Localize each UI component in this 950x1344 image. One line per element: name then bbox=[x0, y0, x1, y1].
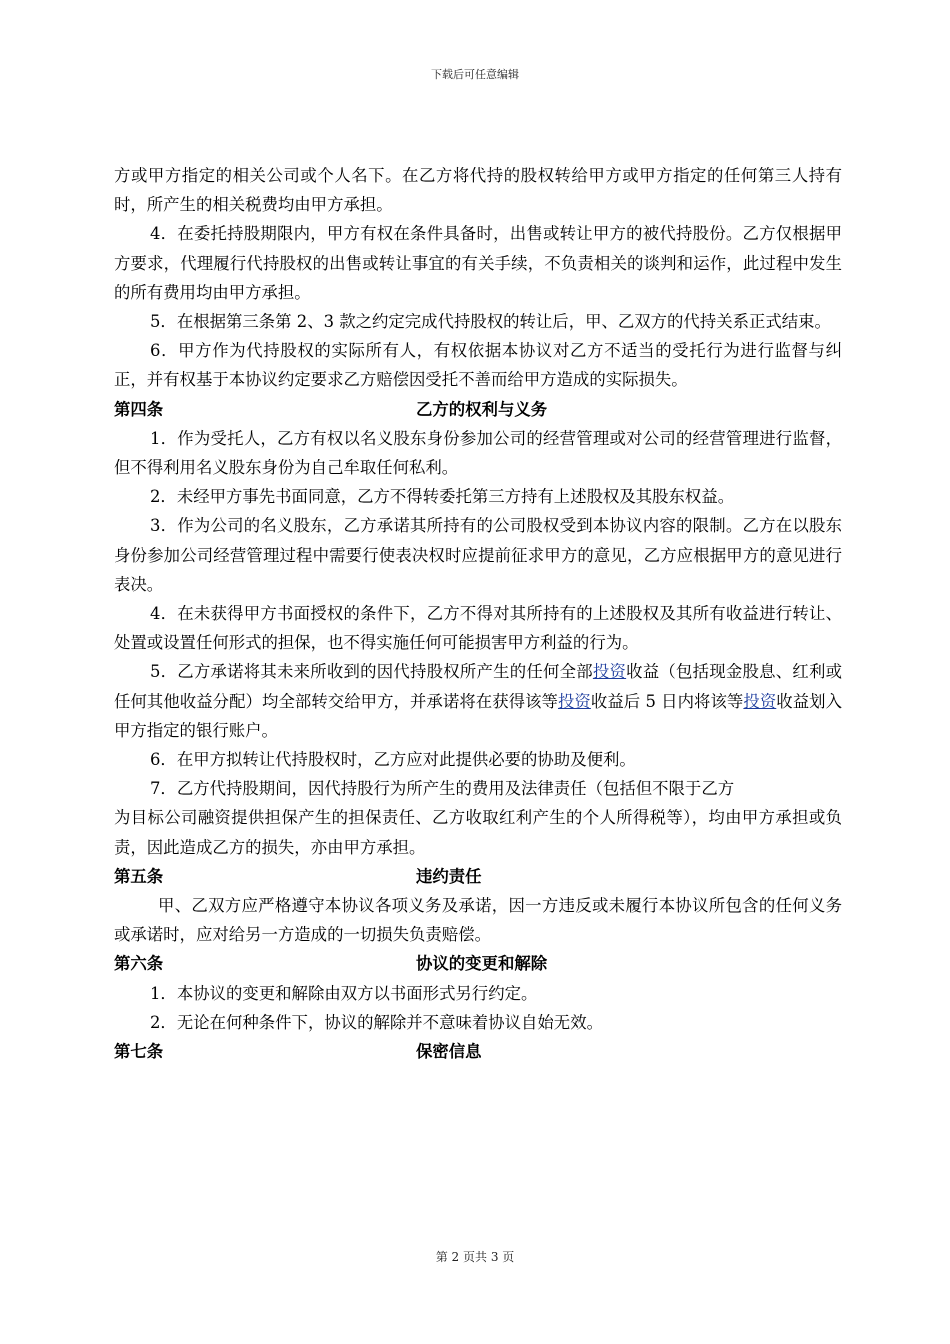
section-title: 协议的变更和解除 bbox=[416, 954, 548, 974]
page-footer: 第 2 页共 3 页 bbox=[435, 1250, 515, 1264]
paragraph: 4．在委托持股期限内，甲方有权在条件具备时，出售或转让甲方的被代持股份。乙方仅根据甲方要求，代理履行代持股权的出售或转让事宜的有关手续，不负责相关的谈判和运作，此过程中发生的所有费用均由甲方承担。 bbox=[114, 224, 842, 302]
paragraph: 方或甲方指定的相关公司或个人名下。在乙方将代持的股权转给甲方或甲方指定的任何第三人持有时，所产生的相关税费均由甲方承担。 bbox=[114, 166, 842, 215]
paragraph: 为目标公司融资提供担保产生的担保责任、乙方收取红利产生的个人所得税等），均由甲方承担或负责，因此造成乙方的损失，亦由甲方承担。 bbox=[114, 808, 842, 857]
paragraph: 2．未经甲方事先书面同意，乙方不得转委托第三方持有上述股权及其股东权益。 bbox=[150, 487, 735, 507]
text-segment: 收益后 5 日内将该等 bbox=[590, 691, 744, 711]
text-segment: 收益（包括现金股息、红利或任何其他收益分配）均全部转交给甲方，并承诺将在获得该等 bbox=[114, 662, 842, 711]
paragraph: 7．乙方代持股期间，因代持股行为所产生的费用及法律责任（包括但不限于乙方 bbox=[150, 779, 735, 799]
section-number: 第五条 bbox=[114, 866, 164, 886]
page-header: 下载后可任意编辑 bbox=[431, 68, 519, 81]
section-number: 第六条 bbox=[114, 954, 164, 974]
investment-link[interactable]: 投资 bbox=[557, 691, 591, 711]
section-heading-5 bbox=[114, 862, 842, 891]
section-heading-7 bbox=[114, 1037, 842, 1066]
document-body bbox=[114, 161, 842, 1066]
section-number: 第七条 bbox=[114, 1042, 164, 1062]
text-segment: 5．乙方承诺将其未来所收到的因代持股权所产生的任何全部 bbox=[150, 662, 593, 682]
paragraph: 6．甲方作为代持股权的实际所有人，有权依据本协议对乙方不适当的受托行为进行监督与纠正，并有权基于本协议约定要求乙方赔偿因受托不善而给甲方造成的实际损失。 bbox=[114, 341, 842, 390]
investment-link[interactable]: 投资 bbox=[743, 691, 777, 711]
paragraph: 5．在根据第三条第 2、3 款之约定完成代持股权的转让后，甲、乙双方的代持关系正式结束。 bbox=[150, 312, 831, 332]
text-segment: 收益划入甲方指定的银行账户。 bbox=[114, 691, 843, 740]
section-heading-4 bbox=[114, 395, 842, 424]
paragraph-with-links bbox=[114, 657, 842, 745]
paragraph: 甲、乙双方应严格遵守本协议各项义务及承诺，因一方违反或未履行本协议所包含的任何义务或承诺时，应对给另一方造成的一切损失负责赔偿。 bbox=[114, 896, 842, 945]
paragraph: 1．作为受托人，乙方有权以名义股东身份参加公司的经营管理或对公司的经营管理进行监督，但不得利用名义股东身份为自己牟取任何私利。 bbox=[114, 428, 842, 478]
paragraph: 6．在甲方拟转让代持股权时，乙方应对此提供必要的协助及便利。 bbox=[150, 750, 636, 770]
paragraph: 2．无论在何种条件下，协议的解除并不意味着协议自始无效。 bbox=[150, 1012, 603, 1032]
investment-link[interactable]: 投资 bbox=[592, 662, 627, 682]
section-title: 乙方的权利与义务 bbox=[416, 399, 548, 419]
paragraph: 3．作为公司的名义股东，乙方承诺其所持有的公司股权受到本协议内容的限制。乙方在以股东身份参加公司经营管理过程中需要行使表决权时应提前征求甲方的意见，乙方应根据甲方的意见进行表决。 bbox=[114, 516, 842, 594]
paragraph: 4．在未获得甲方书面授权的条件下，乙方不得对其所持有的上述股权及其所有收益进行转让、处置或设置任何形式的担保，也不得实施任何可能损害甲方利益的行为。 bbox=[114, 604, 842, 653]
section-title: 违约责任 bbox=[416, 866, 482, 886]
section-number: 第四条 bbox=[114, 399, 164, 419]
section-title: 保密信息 bbox=[416, 1042, 482, 1062]
section-heading-6 bbox=[114, 949, 842, 978]
paragraph: 1．本协议的变更和解除由双方以书面形式另行约定。 bbox=[150, 983, 538, 1003]
